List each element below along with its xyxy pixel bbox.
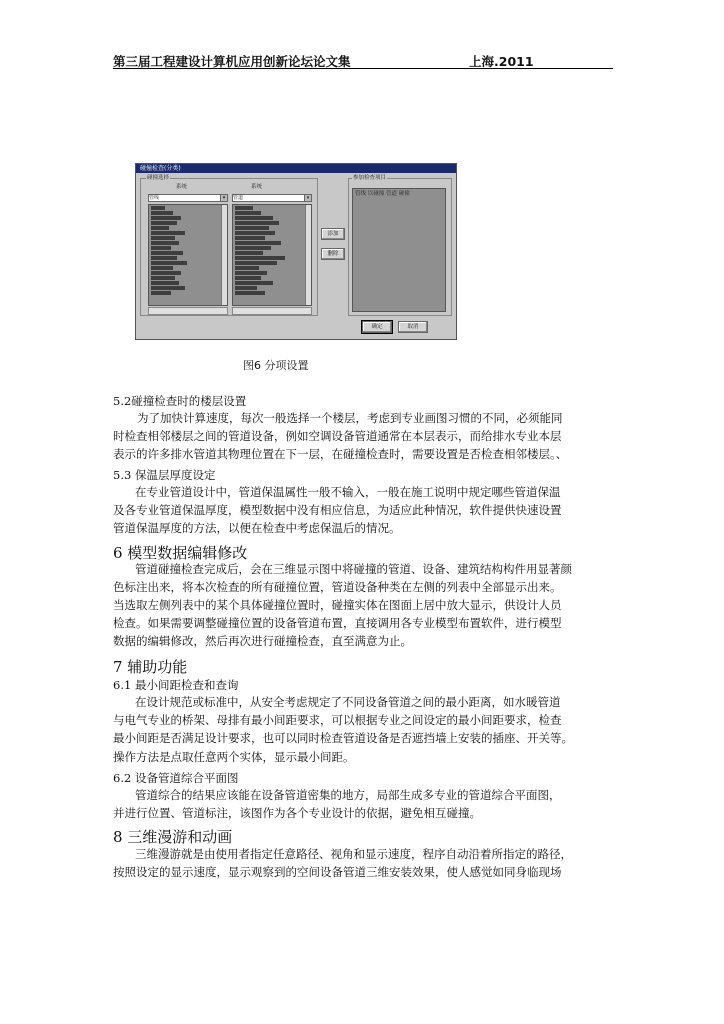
section-heading: 5.3 保温层厚度设定 [113,468,216,482]
paragraph-line: 表示的许多排水管道其物理位置在下一层，在碰撞检查时，需要设置是否检查相邻楼层。、 [113,447,568,461]
paragraph-line: 三维漫游就是由使用者指定任意路径、视角和显示速度，程序自动沿着所指定的路径， [135,847,572,861]
paragraph-line: 在专业管道设计中，管道保温属性一般不输入，一般在施工说明中规定哪些管道保温 [135,485,561,499]
header-location-year: 上海.2011 [469,54,534,69]
check-items-list[interactable] [352,188,446,312]
paragraph-line: 检查。如果需要调整碰撞位置的设备管道布置，直接调用各专业模型布置软件，进行模型 [113,616,562,630]
paragraph-line: 为了加快计算速度，每次一般选择一个楼层，考虑到专业画图习惯的不同，必须能同 [137,411,563,425]
system-list-2[interactable] [232,204,312,306]
paragraph-line: 按照设定的显示速度，显示观察到的空间设备管道三维安装效果，使人感觉如同身临现场 [113,865,562,879]
paragraph-line: 管道综合的结果应该能在设备管道密集的地方，局部生成多专业的管道综合平面图， [135,788,561,802]
check-items-header: 管线 以碰撞 管道 碰撞 [355,191,410,197]
paragraph-line: 管道碰撞检查完成后，会在三维显示图中将碰撞的管道、设备、建筑结构构件用显著颜 [135,562,572,576]
paragraph-line: 及各专业管道保温厚度，模型数据中没有相应信息，为适应此种情况，软件提供快速设置 [113,503,562,517]
section-heading: 7 辅助功能 [113,658,188,676]
system-combo-1-value: 管线 [149,195,160,201]
page-header [113,50,613,69]
system-combo-2-value: 管道 [233,195,244,201]
chevron-down-icon[interactable]: ▾ [220,195,227,201]
scrollbar[interactable] [221,205,227,305]
cancel-button[interactable]: 取消 [398,321,428,333]
paragraph-line: 管道保温厚度的方法，以便在检查中考虑保温后的情况。 [113,521,401,535]
list-1-hscroll[interactable] [148,307,228,315]
section-heading: 6.2 设备管道综合平面图 [113,771,239,785]
ok-button[interactable]: 确定 [362,321,392,333]
dialog-title: 碰撞检查(分类) [140,165,181,172]
add-button[interactable]: 添加 [321,228,345,240]
paragraph-line: 与电气专业的桥架、母排有最小间距要求，可以根据专业之间设定的最小间距要求，检查 [113,713,562,727]
section-heading: 8 三维漫游和动画 [113,828,233,846]
paragraph-line: 最小间距是否满足设计要求，也可以同时检查管道设备是否遮挡墙上安装的插座、开关等。 [113,731,573,745]
check-items-label: 参加检查项目 [353,175,387,181]
figure-caption: 图6 分项设置 [243,359,309,372]
paragraph-line: 当选取左侧列表中的某个具体碰撞位置时，碰撞实体在图面上居中放大显示，供设计人员 [113,598,562,612]
system-combo-2[interactable] [232,194,312,202]
system-label-2: 系统 [251,184,263,190]
remove-button[interactable]: 删除 [321,248,345,260]
chevron-down-icon[interactable]: ▾ [304,195,311,201]
system-list-1[interactable] [148,204,228,306]
paragraph-line: 在设计规范或标准中，从安全考虑规定了不同设备管道之间的最小距离，如水暖管道 [135,695,561,709]
paragraph-line: 操作方法是点取任意两个实体，显示最小间距。 [113,750,355,764]
collision-selection-label: 碰撞选择 [147,175,170,181]
list-2-hscroll[interactable] [232,307,312,315]
header-title: 第三届工程建设计算机应用创新论坛论文集 [113,54,351,69]
scrollbar[interactable] [305,205,311,305]
paragraph-line: 数据的编辑修改，然后再次进行碰撞检查，直至满意为止。 [113,634,412,648]
paragraph-line: 时检查相邻楼层之间的管道设备，例如空调设备管道通常在本层表示，而给排水专业本层 [113,429,562,443]
paragraph-line: 色标注出来，将本次检查的所有碰撞位置，管道设备种类在左侧的列表中全部显示出来。 [113,580,562,594]
figure-screenshot [135,163,457,340]
section-heading: 6.1 最小间距检查和查询 [113,678,239,692]
dialog-titlebar [136,164,456,173]
section-heading: 5.2碰撞检查时的楼层设置 [113,394,247,408]
section-heading: 6 模型数据编辑修改 [113,544,248,562]
system-combo-1[interactable] [148,194,228,202]
system-label-1: 系统 [176,184,188,190]
paragraph-line: 并进行位置、管道标注，该图作为各个专业设计的依据，避免相互碰撞。 [113,806,481,820]
